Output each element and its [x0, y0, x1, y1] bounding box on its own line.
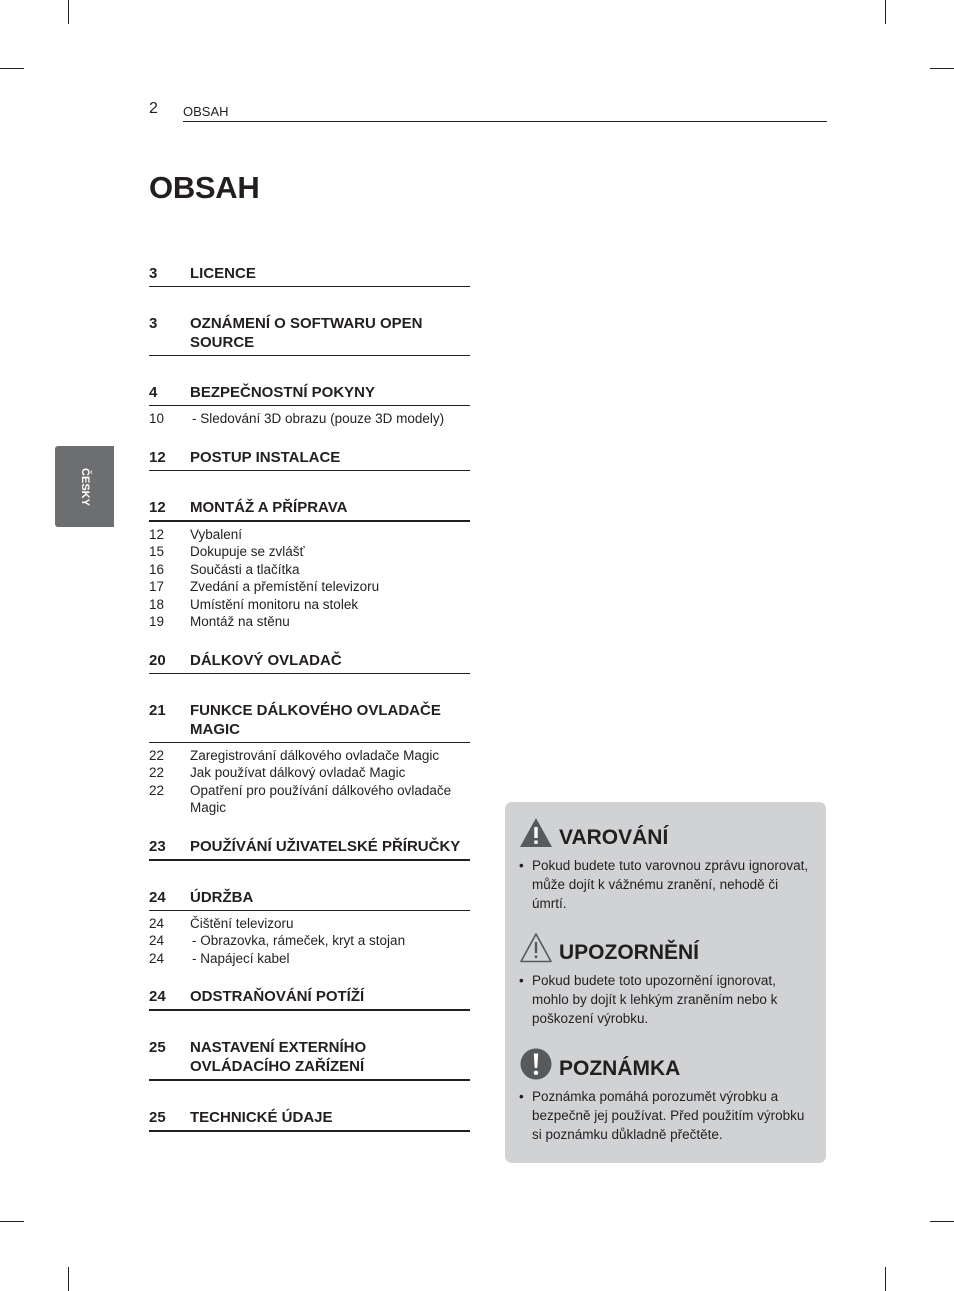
- caution-notice: [519, 929, 809, 1028]
- toc-subitem-title: - Obrazovka, rámeček, kryt a stojan: [190, 932, 470, 950]
- page-title: OBSAH: [149, 170, 260, 205]
- toc-section-heading: [149, 987, 470, 1011]
- toc-page-number: 22: [149, 782, 165, 798]
- note-exclamation-icon: [519, 1047, 553, 1081]
- toc-section-heading: [149, 498, 470, 522]
- toc-section-heading: [149, 448, 470, 471]
- language-tab-label: ČESKY: [78, 467, 91, 506]
- toc-entry: [149, 314, 470, 356]
- toc-subitem: [149, 932, 470, 950]
- toc-subitem-title: - Sledování 3D obrazu (pouze 3D modely): [190, 410, 470, 428]
- toc-subitem: [149, 596, 470, 614]
- toc-subitem-title: Zaregistrování dálkového ovladače Magic: [190, 747, 440, 763]
- toc-page-number: 22: [149, 747, 165, 763]
- toc-page-number: 24: [149, 915, 165, 931]
- toc-section-title: ODSTRAŇOVÁNÍ POTÍŽÍ: [190, 988, 365, 1005]
- toc-page-number: 20: [149, 651, 166, 669]
- toc-page-number: 3: [149, 315, 158, 332]
- crop-mark: [930, 1221, 954, 1222]
- toc-section-heading: [149, 1108, 470, 1132]
- toc-section-heading: [149, 651, 470, 674]
- notice-text-content: Pokud budete tuto varovnou zprávu ignorovat, může dojít k vážnému zranění, nehodě či úmrtí.: [532, 858, 809, 911]
- page-number: 2: [149, 100, 158, 117]
- toc-subitems: [149, 522, 470, 631]
- toc-page-number: 25: [149, 1109, 166, 1126]
- toc-page-number: 10: [149, 411, 165, 426]
- toc-entry: [149, 264, 470, 287]
- toc-subitem: [149, 782, 470, 817]
- toc-subitem-title: Umístění monitoru na stolek: [190, 596, 359, 612]
- toc-subitem-title: Součásti a tlačítka: [190, 561, 300, 577]
- toc-subitems: [149, 743, 470, 817]
- crop-mark: [885, 0, 886, 24]
- table-of-contents: [149, 264, 470, 1159]
- notice-heading: [519, 1045, 809, 1081]
- notice-text-content: Pokud budete toto upozornění ignorovat, mohlo by dojít k lehkým zraněním nebo k poškození výrobku.: [532, 973, 778, 1026]
- toc-page-number: 24: [149, 888, 166, 906]
- toc-entry: [149, 1038, 470, 1081]
- toc-subitem-title: Vybalení: [190, 526, 243, 542]
- toc-page-number: 12: [149, 526, 165, 542]
- toc-section-title: OZNÁMENÍ O SOFTWARU OPEN SOURCE: [190, 315, 423, 351]
- toc-subitems: [149, 406, 470, 428]
- toc-page-number: 24: [149, 950, 165, 966]
- toc-page-number: 12: [149, 448, 166, 466]
- toc-subitem-title: Jak používat dálkový ovladač Magic: [190, 765, 406, 780]
- notice-title: UPOZORNĚNÍ: [559, 941, 700, 964]
- toc-section-title: NASTAVENÍ EXTERNÍHO OVLÁDACÍHO ZAŘÍZENÍ: [190, 1039, 367, 1075]
- toc-entry: [149, 987, 470, 1011]
- toc-subitem-title: - Napájecí kabel: [190, 950, 470, 968]
- toc-subitems: [149, 911, 470, 968]
- toc-subitem: [149, 561, 470, 579]
- toc-section-heading: [149, 383, 470, 406]
- toc-section-heading: [149, 1038, 470, 1081]
- toc-entry: [149, 701, 470, 817]
- toc-page-number: 24: [149, 988, 166, 1005]
- crop-mark: [68, 1267, 69, 1291]
- warning-notice: [519, 814, 809, 913]
- toc-page-number: 17: [149, 579, 165, 594]
- crop-mark: [0, 68, 24, 69]
- toc-subitem: [149, 526, 470, 544]
- crop-mark: [930, 68, 954, 69]
- toc-page-number: 22: [149, 765, 165, 780]
- toc-section-title: ÚDRŽBA: [190, 888, 254, 906]
- crop-mark: [68, 0, 69, 24]
- toc-subitem: [149, 410, 470, 428]
- toc-section-title: LICENCE: [190, 265, 256, 282]
- toc-page-number: 16: [149, 561, 165, 577]
- toc-subitem: [149, 950, 470, 968]
- toc-subitem-title: Dokupuje se zvlášť: [190, 544, 305, 559]
- toc-entry: [149, 448, 470, 471]
- toc-entry: [149, 651, 470, 674]
- toc-section-title: TECHNICKÉ ÚDAJE: [190, 1109, 333, 1126]
- toc-page-number: 3: [149, 265, 158, 282]
- toc-section-title: POUŽÍVÁNÍ UŽIVATELSKÉ PŘÍRUČKY: [190, 837, 461, 855]
- toc-subitem: [149, 764, 470, 782]
- toc-page-number: 18: [149, 596, 165, 612]
- notice-text: • Pokud budete toto upozornění ignorovat, mohlo by dojít k lehkým zraněním nebo k poškození výrobku.: [519, 971, 809, 1028]
- toc-page-number: 15: [149, 544, 165, 559]
- toc-page-number: 4: [149, 384, 158, 401]
- notice-heading: [519, 929, 809, 965]
- toc-section-heading: [149, 314, 470, 356]
- notice-text-content: Poznámka pomáhá porozumět výrobku a bezpečně jej používat. Před použitím výrobku si poznámku důkladně přečtěte.: [532, 1089, 805, 1142]
- language-tab: [55, 446, 114, 527]
- warning-filled-icon: [519, 816, 553, 850]
- notice-title: POZNÁMKA: [559, 1057, 681, 1080]
- toc-entry: [149, 837, 470, 861]
- toc-entry: [149, 498, 470, 631]
- toc-subitem: [149, 543, 470, 561]
- toc-subitem: [149, 747, 470, 765]
- notice-text: • Pokud budete tuto varovnou zprávu ignorovat, může dojít k vážnému zranění, nehodě či úmrtí.: [519, 858, 809, 911]
- toc-entry: [149, 888, 470, 968]
- toc-page-number: 23: [149, 837, 166, 855]
- toc-section-title: MONTÁŽ A PŘÍPRAVA: [190, 498, 348, 516]
- running-header: OBSAH: [183, 104, 229, 119]
- toc-section-title: DÁLKOVÝ OVLADAČ: [190, 651, 342, 669]
- caution-outline-icon: [519, 931, 553, 965]
- notice-text: • Poznámka pomáhá porozumět výrobku a bezpečně jej používat. Před použitím výrobku si poznámku důkladně přečtěte.: [519, 1087, 809, 1144]
- toc-subitem-title: Zvedání a přemístění televizoru: [190, 579, 380, 594]
- toc-subitem-title: Čištění televizoru: [190, 915, 294, 931]
- toc-subitem: [149, 613, 470, 631]
- notice-box: [505, 802, 826, 1163]
- toc-page-number: 19: [149, 614, 165, 629]
- toc-section-title: FUNKCE DÁLKOVÉHO OVLADAČE MAGIC: [190, 701, 441, 738]
- toc-section-title: POSTUP INSTALACE: [190, 448, 341, 466]
- crop-mark: [885, 1267, 886, 1291]
- toc-section-heading: [149, 837, 470, 861]
- toc-section-heading: [149, 701, 470, 743]
- toc-subitem: [149, 578, 470, 596]
- toc-subitem-title: Opatření pro používání dálkového ovladače Magic: [190, 782, 452, 815]
- toc-page-number: 21: [149, 701, 166, 719]
- notice-title: VAROVÁNÍ: [559, 826, 669, 849]
- toc-section-heading: [149, 264, 470, 287]
- toc-page-number: 12: [149, 498, 166, 516]
- toc-subitem-title: Montáž na stěnu: [190, 614, 290, 629]
- toc-entry: [149, 1108, 470, 1132]
- toc-subitem: [149, 915, 470, 933]
- notice-heading: [519, 814, 809, 850]
- toc-section-title: BEZPEČNOSTNÍ POKYNY: [190, 384, 376, 401]
- toc-section-heading: [149, 888, 470, 911]
- toc-page-number: 25: [149, 1039, 166, 1056]
- crop-mark: [0, 1221, 24, 1222]
- toc-entry: [149, 383, 470, 428]
- note-notice: [519, 1045, 809, 1144]
- toc-page-number: 24: [149, 933, 165, 948]
- header-rule: [183, 121, 827, 122]
